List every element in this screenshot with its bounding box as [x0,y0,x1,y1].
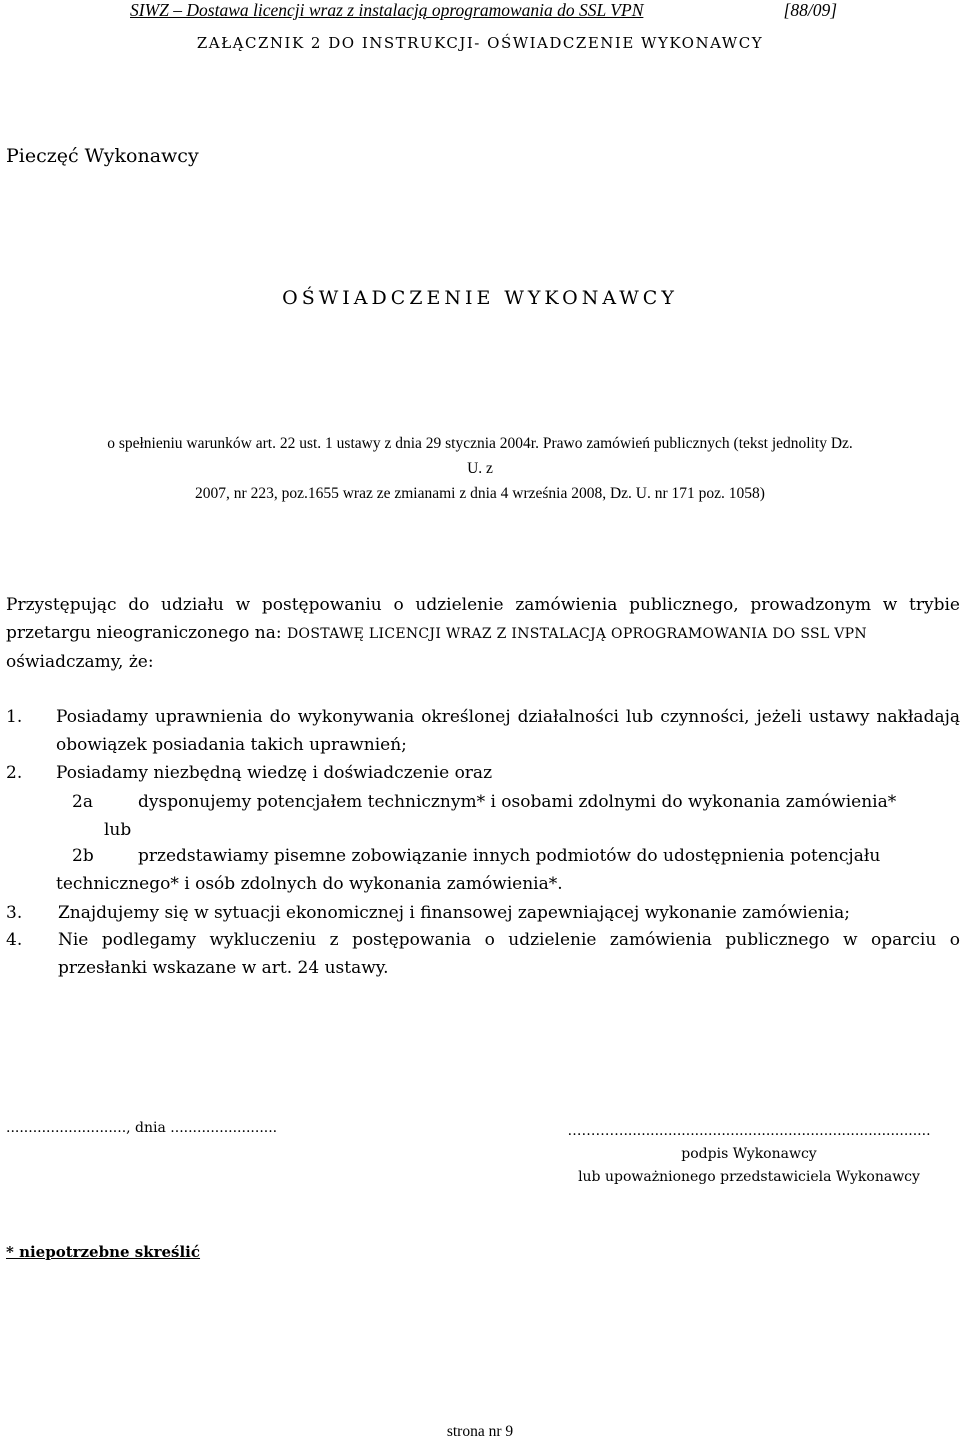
declaration-lead: oświadczamy, że: [6,652,154,672]
procurement-subject: DOSTAWĘ LICENCJI WRAZ Z INSTALACJĄ OPROGRAMOWANIA DO SSL VPN [287,626,867,642]
legal-basis [100,431,860,506]
item-4-text: Nie podlegamy wykluczeniu z postępowania o udzielenie zamówienia publicznego w oparciu o przesłanki wskazane w art. 24 ustawy. [58,930,960,978]
item-2-number: 2. [6,763,23,783]
header-ref-number: [88/09] [783,0,837,20]
item-1-text: Posiadamy uprawnienia do wykonywania określonej działalności lub czynności, jeżeli ustawy nakładają obowiązek posiadania takich uprawnień; [56,707,960,755]
alternative-label: lub [104,820,132,840]
item-2b-continuation: technicznego* i osób zdolnych do wykonania zamówienia*. [56,874,563,894]
stamp-label: Pieczęć Wykonawcy [6,145,199,167]
document-title: OŚWIADCZENIE WYKONAWCY [282,287,678,309]
item-4-number: 4. [6,930,23,950]
legal-basis-line-2: 2007, nr 223, poz.1655 wraz ze zmianami z dnia 4 września 2008, Dz. U. nr 171 poz. 1058) [195,485,765,502]
legal-basis-line-1: o spełnieniu warunków art. 22 ust. 1 ustawy z dnia 29 stycznia 2004r. Prawo zamówień publicznych (tekst jednolity Dz. U. z [107,435,853,477]
intro-paragraph [6,591,960,676]
item-2a-text: dysponujemy potencjałem technicznym* i osobami zdolnymi do wykonania zamówienia* [138,792,897,812]
item-1-number: 1. [6,707,23,727]
item-2b-number: 2b [72,846,94,866]
item-3-number: 3. [6,903,23,923]
annex-title: ZAŁĄCZNIK 2 DO INSTRUKCJI- OŚWIADCZENIE WYKONAWCY [196,34,764,52]
signature-block [560,1120,938,1189]
header-title: SIWZ – Dostawa licencji wraz z instalacją oprogramowania do SSL VPN [130,0,644,20]
item-2a-number: 2a [72,792,93,812]
place-date-line: ..........................., dnia ........................ [6,1120,278,1136]
item-3-text: Znajdujemy się w sytuacji ekonomicznej i finansowej zapewniającej wykonanie zamówienia; [58,903,851,923]
intro-text: Przystępując do udziału w postępowaniu o udzielenie zamówienia publicznego, prowadzonym w trybie przetargu nieograniczonego na: [6,595,960,643]
signature-label: podpis Wykonawcy [681,1146,817,1162]
page-number: strona nr 9 [446,1423,514,1440]
item-2-text: Posiadamy niezbędną wiedzę i doświadczenie oraz [56,763,493,783]
signature-line: …………..................................................................... [567,1123,931,1139]
signature-label-representative: lub upoważnionego przedstawiciela Wykonawcy [578,1169,920,1185]
item-2b-text: przedstawiamy pisemne zobowiązanie innych podmiotów do udostępnienia potencjału [138,846,881,866]
footnote: * niepotrzebne skreślić [6,1243,201,1261]
running-header [130,0,837,22]
